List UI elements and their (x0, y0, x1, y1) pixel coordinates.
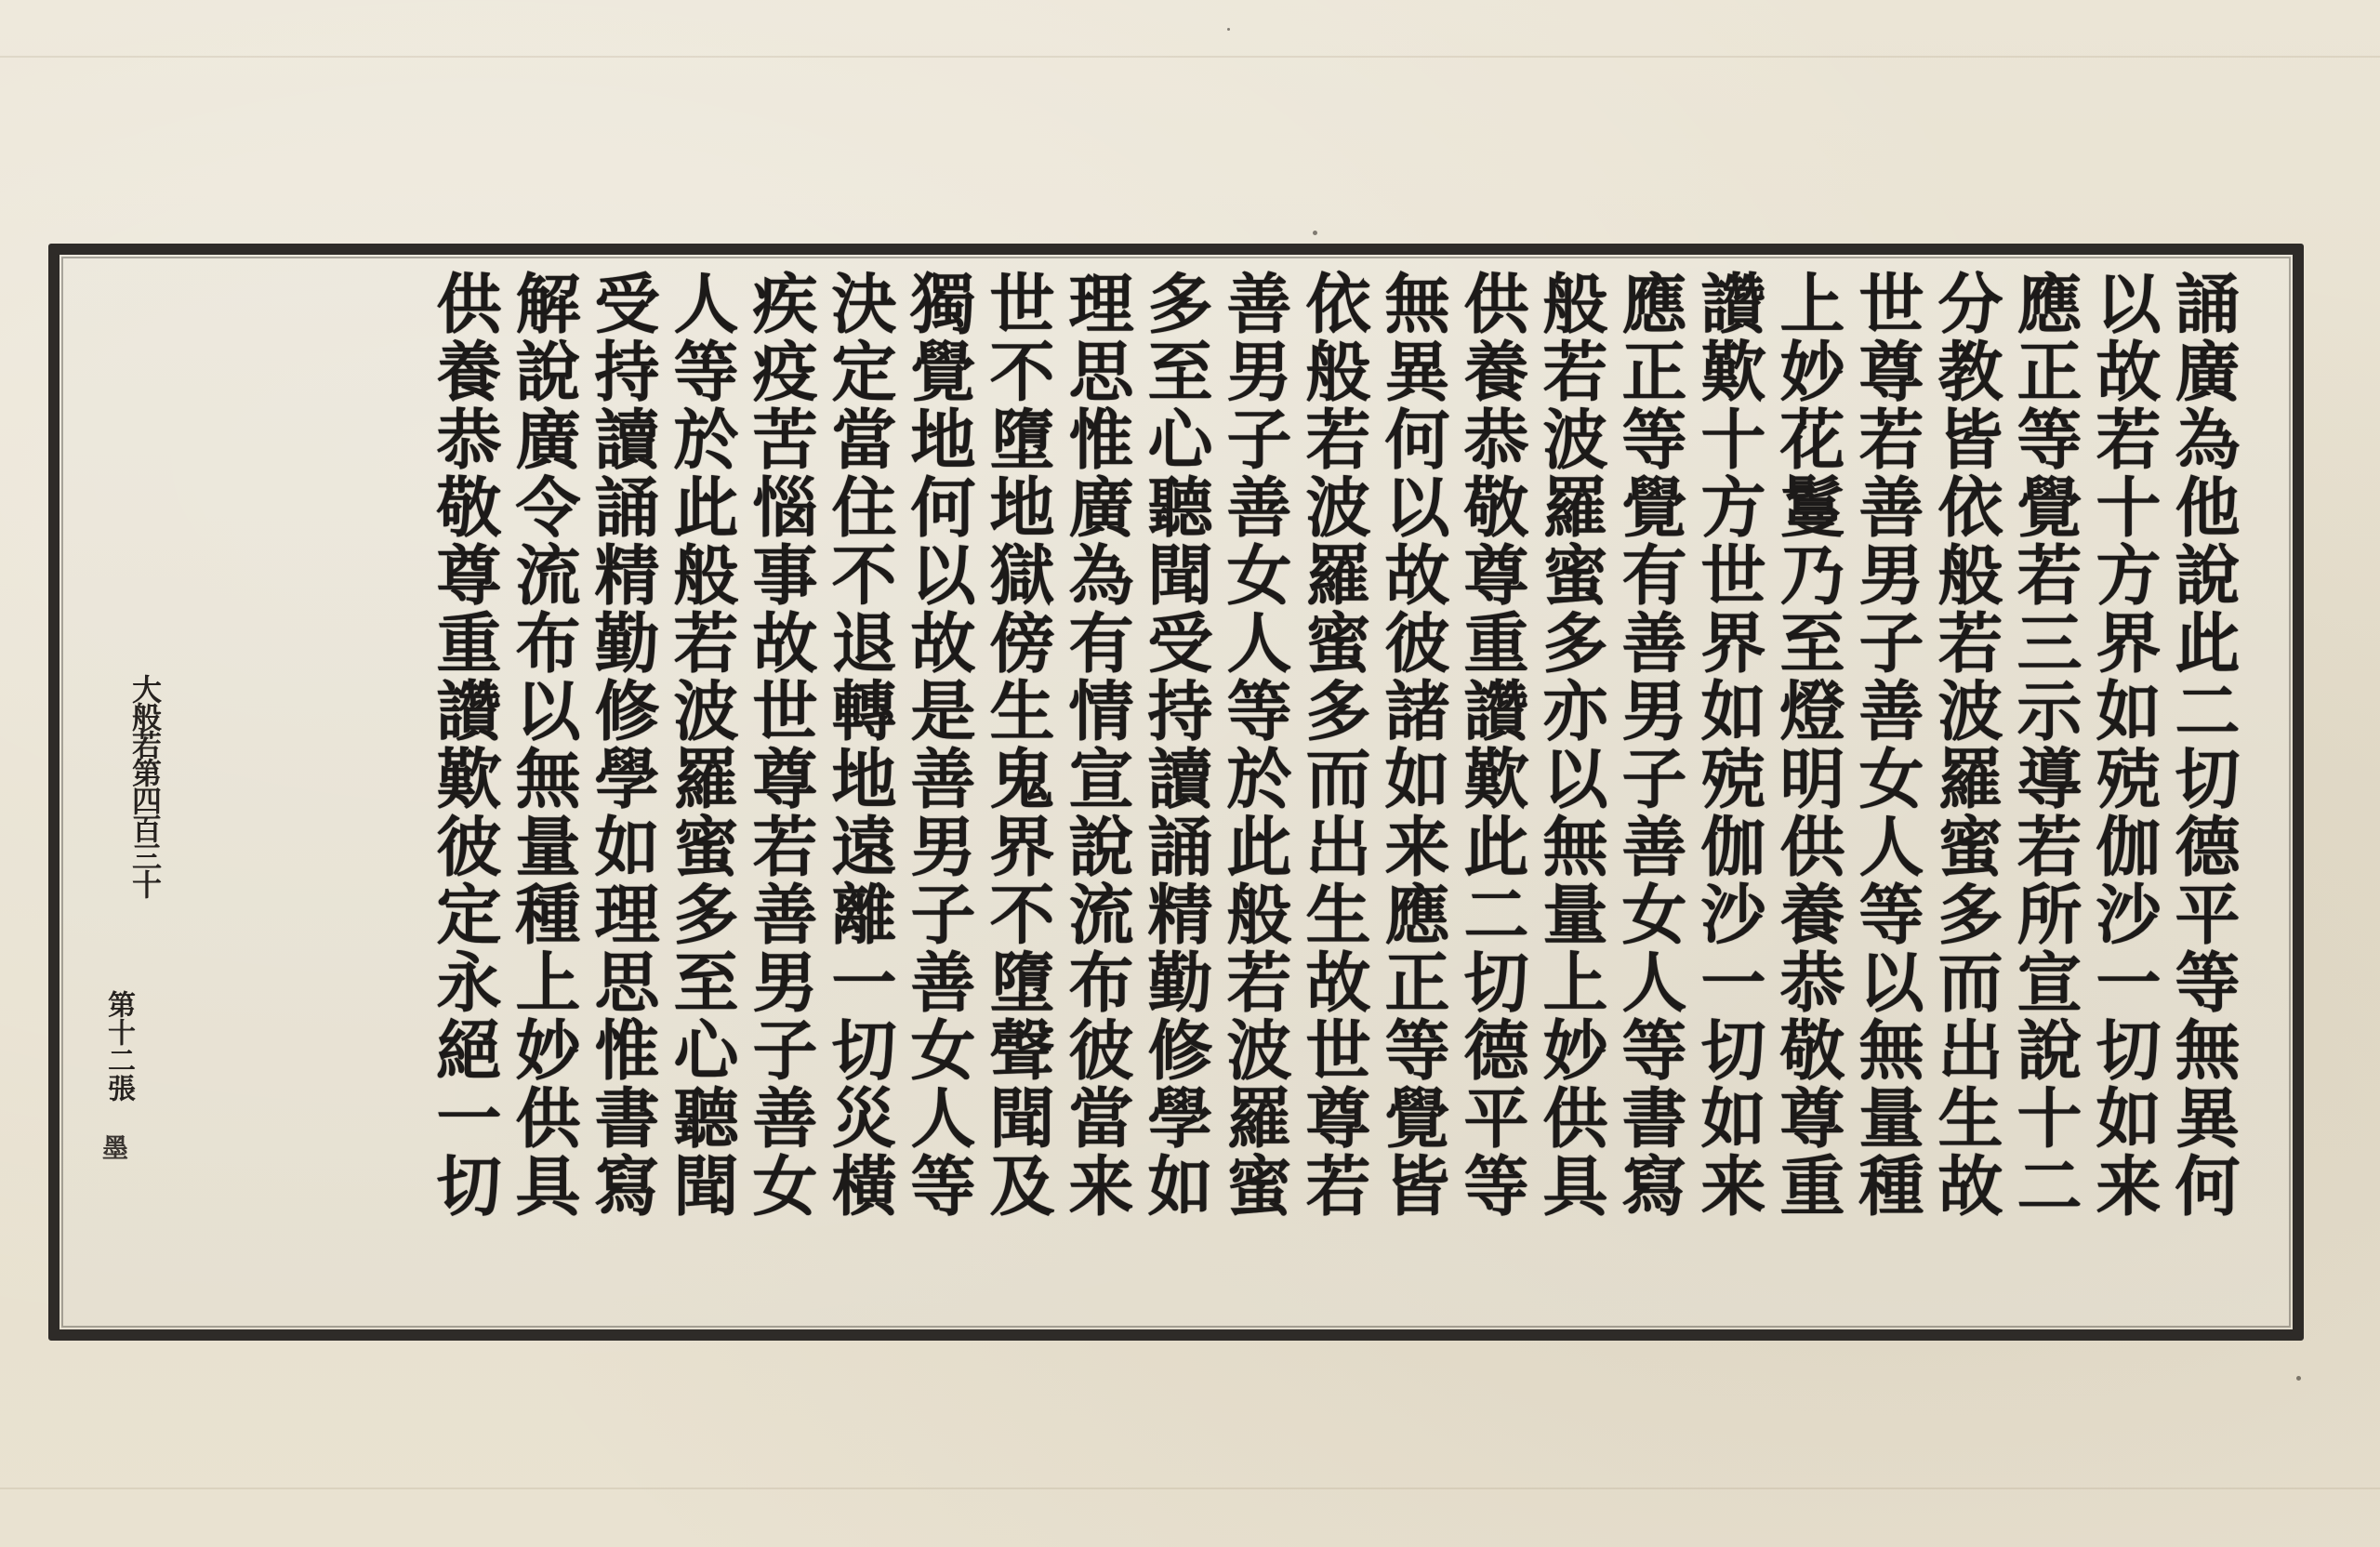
text-column-6 (1769, 270, 1845, 1320)
column-text: 受持讀誦精勤修學如理思惟書寫 (584, 270, 661, 1220)
ink-speck (1313, 231, 1317, 235)
column-text: 世尊若善男子善女人等以無量種 (1848, 270, 1925, 1220)
text-column-23 (426, 270, 502, 1320)
text-column-8 (1611, 270, 1687, 1320)
column-text: 人等於此般若波羅蜜多至心聽聞 (663, 270, 740, 1220)
text-column-3 (2006, 270, 2082, 1320)
column-text: 應正等覺有善男子善女人等書寫 (1611, 270, 1688, 1220)
text-column-2 (2085, 270, 2162, 1320)
column-text: 應正等覺若三示導若所宣說十二 (2006, 270, 2083, 1220)
column-text: 般若波羅蜜多亦以無量上妙供具 (1532, 270, 1609, 1220)
text-column-22 (505, 270, 581, 1320)
text-column-9 (1532, 270, 1608, 1320)
text-columns (99, 270, 2241, 1320)
text-column-11 (1374, 270, 1450, 1320)
text-column-7 (1690, 270, 1766, 1320)
column-text: 疾疫苦惱事故世尊若善男子善女 (742, 270, 819, 1220)
column-text: 依般若波羅蜜多而出生故世尊若 (1295, 270, 1372, 1220)
text-column-16 (979, 270, 1055, 1320)
paper-fold-top (0, 56, 2380, 58)
text-column-19 (742, 270, 818, 1320)
column-text: 上妙花鬘乃至燈明供養恭敬尊重 (1769, 270, 1846, 1220)
column-text: 理思惟廣為有情宣說流布彼當来 (1058, 270, 1135, 1220)
column-text: 無異何以故彼諸如来應正等覺皆 (1374, 270, 1451, 1220)
column-text: 分教皆依般若波羅蜜多而出生故 (1927, 270, 2004, 1220)
text-column-15 (1058, 270, 1134, 1320)
column-text: 讚歎十方世界如殑伽沙一切如来 (1690, 270, 1767, 1220)
ink-speck (2296, 1376, 2301, 1381)
text-column-1 (2164, 270, 2241, 1320)
column-text: 解說廣令流布以無量種上妙供具 (505, 270, 582, 1220)
colophon-title: 大般若第四百三十 (127, 674, 163, 897)
column-text: 獨覺地何以故是善男子善女人等 (900, 270, 977, 1220)
column-text: 以故若十方界如殑伽沙一切如来 (2085, 270, 2162, 1220)
text-column-10 (1453, 270, 1529, 1320)
column-text: 多至心聽聞受持讀誦精勤修學如 (1137, 270, 1214, 1220)
column-text: 供養恭敬尊重讚歎此二切德平等 (1453, 270, 1530, 1220)
text-column-13 (1216, 270, 1292, 1320)
ink-speck (1227, 28, 1230, 31)
colophon-mark: 墨 (99, 1134, 129, 1160)
text-column-12 (1295, 270, 1371, 1320)
column-text: 決定當住不退轉地遠離一切災橫 (821, 270, 898, 1220)
text-column-17 (900, 270, 976, 1320)
text-column-5 (1848, 270, 1924, 1320)
column-text: 世不墮地獄傍生鬼界不墮聲聞及 (979, 270, 1056, 1220)
text-column-14 (1137, 270, 1213, 1320)
text-column-20 (663, 270, 739, 1320)
paper-fold-bottom (0, 1488, 2380, 1489)
text-column-18 (821, 270, 897, 1320)
text-column-21 (584, 270, 660, 1320)
colophon-page-number: 第十二張 (102, 990, 135, 1102)
column-text: 誦廣為他說此二切德平等無異何 (2164, 270, 2241, 1220)
text-column-4 (1927, 270, 2003, 1320)
column-text: 善男子善女人等於此般若波羅蜜 (1216, 270, 1293, 1220)
column-text: 供養恭敬尊重讚歎彼定永絕一切 (426, 270, 503, 1220)
